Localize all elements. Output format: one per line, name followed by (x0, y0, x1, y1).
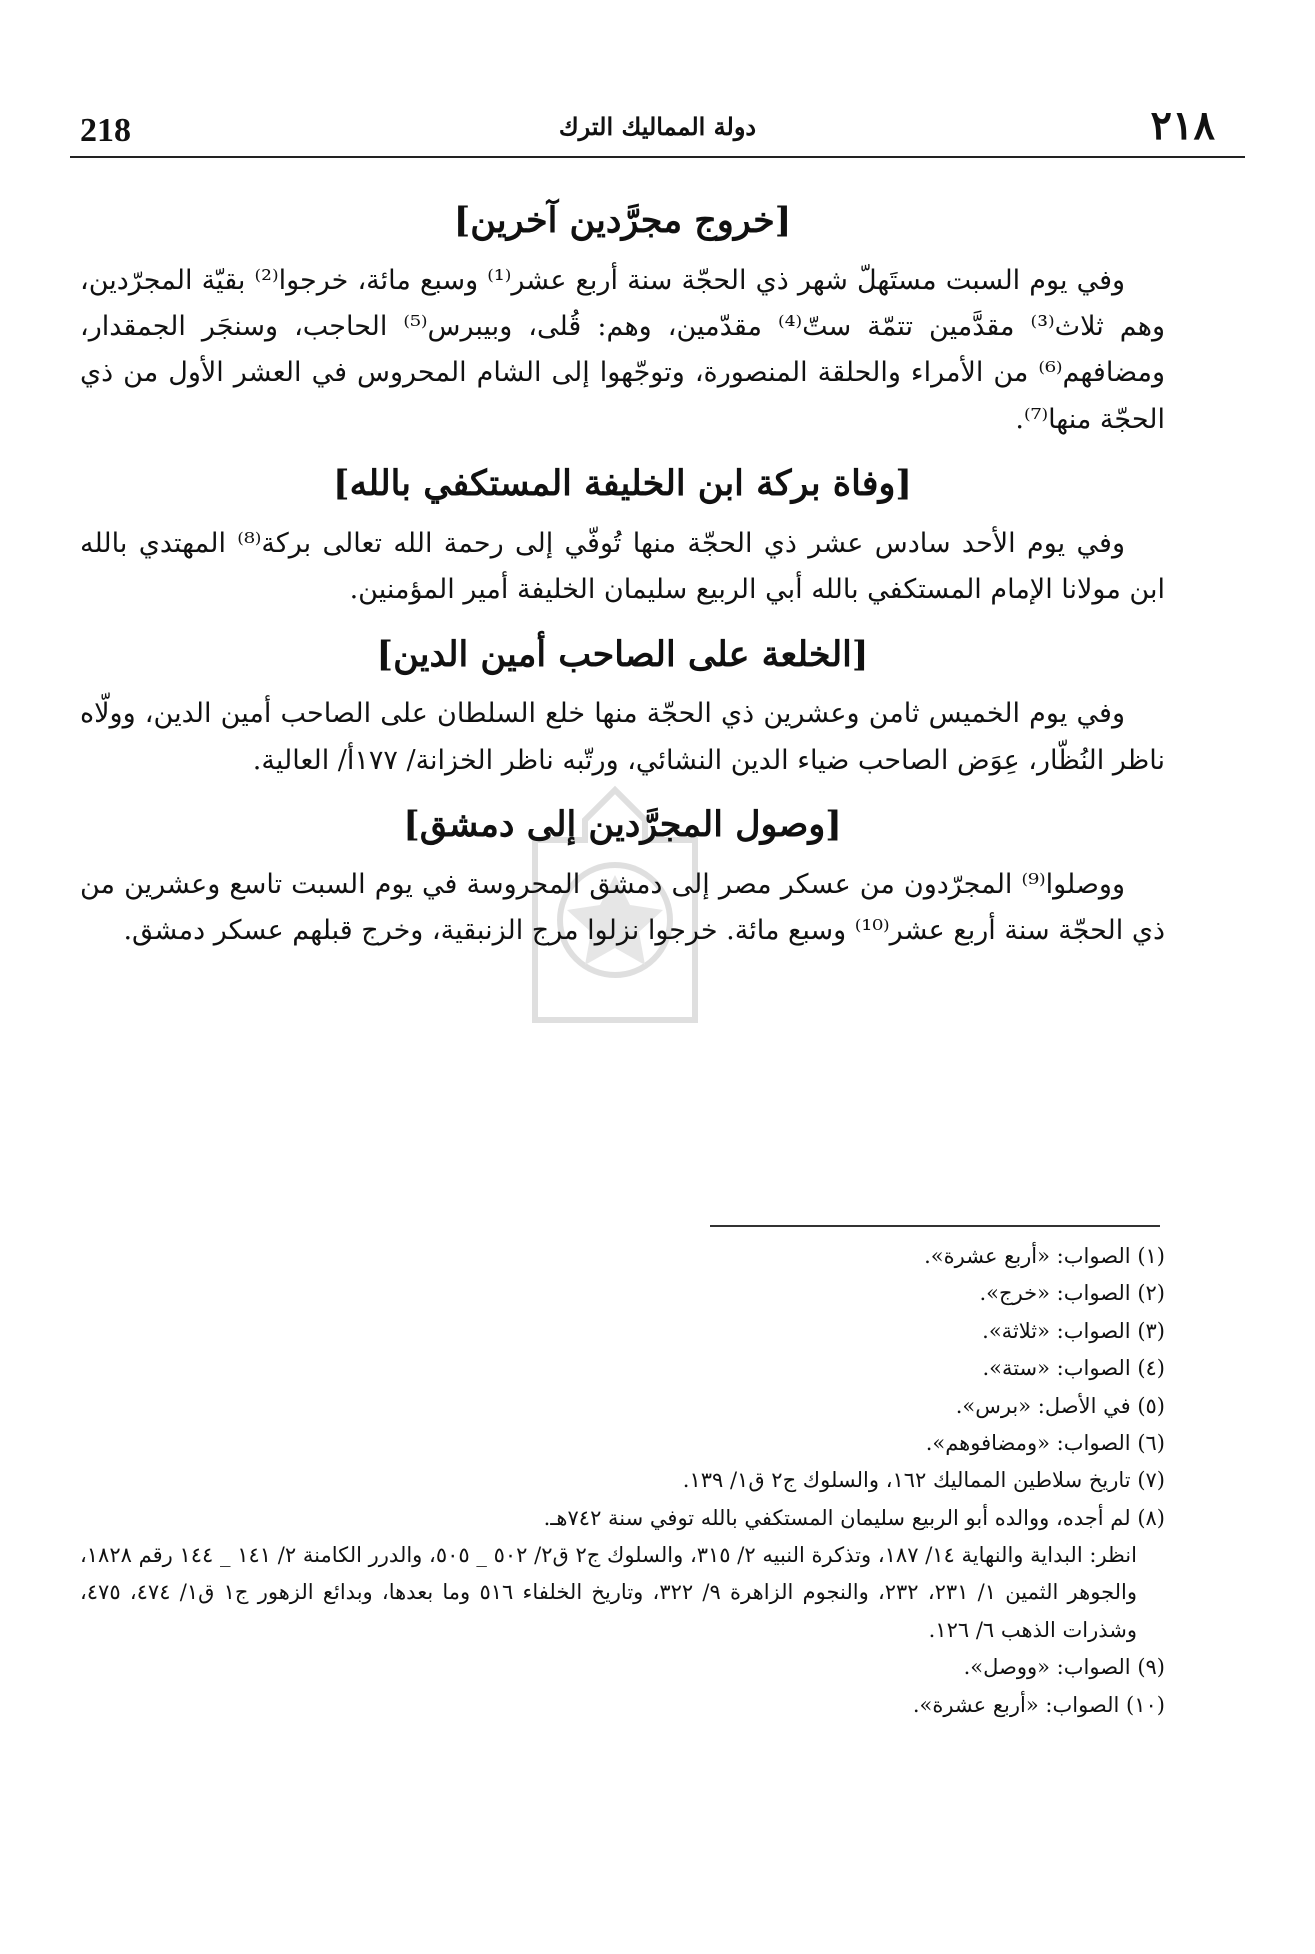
section-title: [خروج مجرَّدين آخرين] (453, 200, 792, 241)
footnote: (٢) الصواب: «خرج». (979, 1281, 1165, 1306)
section (80, 802, 1165, 954)
section (80, 632, 1165, 784)
section-title: [وصول المجرَّدين إلى دمشق] (403, 804, 842, 845)
footnote: (٧) تاريخ سلاطين المماليك ١٦٢، والسلوك ج٢ ق١/ ١٣٩. (682, 1468, 1165, 1493)
page-number-latin: 218 (80, 112, 131, 149)
page-number-arabic: ٢١٨ (1150, 102, 1215, 149)
section (80, 198, 1165, 443)
footnote: (٨) لم أجده، ووالده أبو الربيع سليمان المستكفي بالله توفي سنة ٧٤٢هـ. (543, 1505, 1165, 1530)
footnote: (٤) الصواب: «ستة». (982, 1356, 1165, 1381)
footnote: (٥) في الأصل: «برس». (955, 1393, 1165, 1418)
header-divider (70, 156, 1245, 158)
footnote: (٦) الصواب: «ومضافوهم». (925, 1430, 1165, 1455)
main-text (80, 180, 1165, 954)
footnote: (٣) الصواب: «ثلاثة». (982, 1318, 1165, 1343)
section-paragraph: وفي يوم الأحد سادس عشر ذي الحجّة منها تُوفّي إلى رحمة الله تعالى بركة⁽⁸⁾ المهتدي بالله ابن مولانا الإمام المستكفي بالله أبي الربيع سليمان الخليفة أمير المؤمنين. (80, 527, 1165, 606)
running-title: دولة المماليك الترك (558, 112, 757, 141)
footnote: (١٠) الصواب: «أربع عشرة». (912, 1692, 1165, 1717)
footnote: (٩) الصواب: «ووصل». (963, 1655, 1165, 1680)
page-header (0, 0, 1315, 150)
section (80, 461, 1165, 613)
section-title: [الخلعة على الصاحب أمين الدين] (376, 633, 869, 675)
section-paragraph: ووصلوا⁽⁹⁾ المجرّدون من عسكر مصر إلى دمشق المحروسة في يوم السبت تاسع وعشرين من ذي الحجّة سنة أربع عشر⁽¹⁰⁾ وسبع مائة. خرجوا نزلوا مرج الزنبقية، وخرج قبلهم عسكر دمشق. (80, 868, 1165, 946)
footnote-continuation: انظر: البداية والنهاية ١٤/ ١٨٧، وتذكرة النبيه ٢/ ٣١٥، والسلوك ج٢ ق٢/ ٥٠٢ _ ٥٠٥، والدرر الكامنة ٢/ ١٤١ _ ١٤٤ رقم ١٨٢٨، والجوهر الثمين ١/ ٢٣١، ٢٣٢، والنجوم الزاهرة ٩/ ٣٢٢، وتاريخ الخلفاء ٥١٦ وما بعدها، وبدائع الزهور ج١ ق١/ ٤٧٤، ٤٧٥، وشذرات الذهب ٦/ ١٢٦. (80, 1543, 1137, 1642)
footnotes (80, 1238, 1165, 1724)
section-paragraph: وفي يوم الخميس ثامن وعشرين ذي الحجّة منها خلع السلطان على الصاحب أمين الدين، وولّاه ناظر النُظّار، عِوَض الصاحب ضياء الدين النشائي، ورتّبه ناظر الخزانة/ ١٧٧أ/ العالية. (80, 698, 1165, 776)
footnote-divider (710, 1225, 1160, 1227)
footnote: (١) الصواب: «أربع عشرة». (924, 1244, 1165, 1268)
section-title: [وفاة بركة ابن الخليفة المستكفي بالله] (333, 463, 912, 505)
section-paragraph: وفي يوم السبت مستَهلّ شهر ذي الحجّة سنة أربع عشر⁽¹⁾ وسبع مائة، خرجوا⁽²⁾ بقيّة المجرّدين، وهم ثلاث⁽³⁾ مقدَّمين تتمّة ستّ⁽⁴⁾ مقدّمين، وهم: قُلى، وبيبرس⁽⁵⁾ الحاجب، وسنجَر الجمقدار، ومضافهم⁽⁶⁾ من الأمراء والحلقة المنصورة، وتوجّهوا إلى الشام المحروس في العشر الأول من ذي الحجّة منها⁽⁷⁾. (80, 264, 1165, 435)
